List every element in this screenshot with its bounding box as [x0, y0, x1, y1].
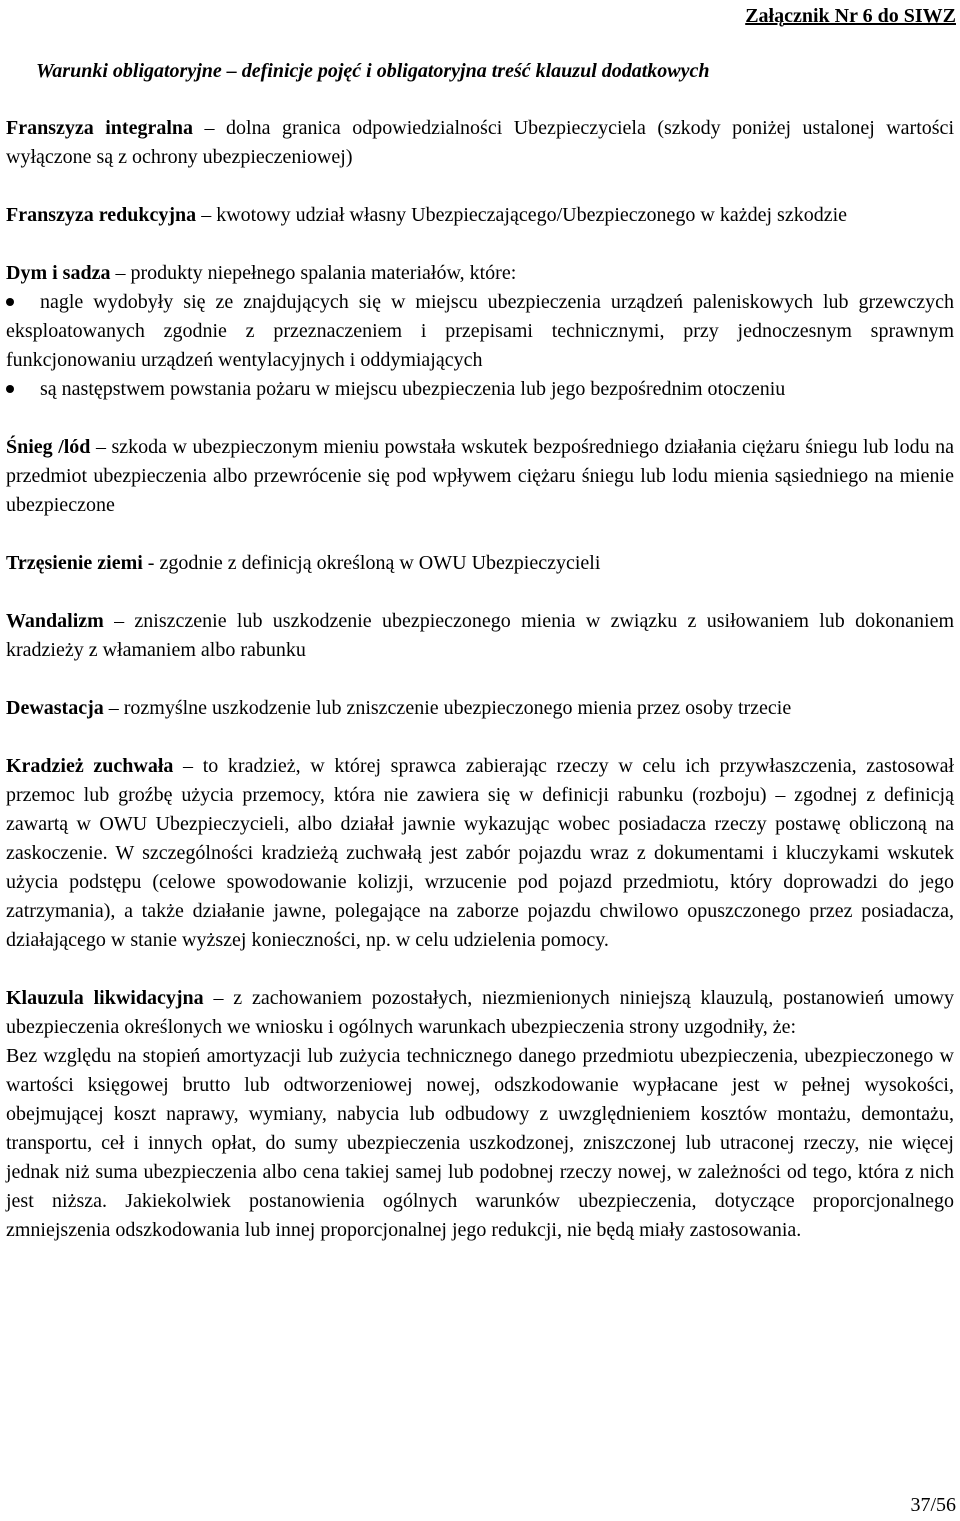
definition-term: Dewastacja	[6, 697, 104, 719]
definition-text: – rozmyślne uszkodzenie lub zniszczenie ubezpieczonego mienia przez osoby trzecie	[103, 697, 792, 719]
list-item	[6, 375, 954, 404]
definition-dym-i-sadza	[6, 259, 954, 288]
bullet-icon	[6, 385, 14, 393]
bullet-icon	[6, 298, 14, 306]
definition-text: – zniszczenie lub uszkodzenie ubezpieczonego mienia w związku z usiłowaniem lub dokonaniem kradzieży z włamaniem albo rabunku	[6, 610, 954, 661]
dym-conditions-list	[6, 288, 954, 404]
definition-text: – dolna granica odpowiedzialności Ubezpieczyciela (szkody poniżej ustalonej wartości wyłączone są z ochrony ubezpieczeniowej)	[6, 117, 954, 168]
definition-term: Franszyza redukcyjna	[6, 204, 197, 226]
definition-text: - zgodnie z definicją określoną w OWU Ubezpieczycieli	[142, 552, 601, 574]
definition-term: Śnieg /lód	[6, 436, 91, 458]
clause-body: Bez względu na stopień amortyzacji lub zużycia technicznego danego przedmiotu ubezpieczenia, ubezpieczonego w wartości księgowej brutto lub odtworzeniowej nowej, odszkodowanie wypłacane jest w pełnej wysokości, obejmującej koszt naprawy, wymiany, nabycia lub odbudowy z uwzględnieniem kosztów montażu, demontażu, transportu, ceł i innych opłat, do sumy ubezpieczenia uszkodzonej, zniszczonej lub utraconej rzeczy, nie więcej jednak niż suma ubezpieczenia albo cena takiej samej lub podobnej rzeczy nowej, w zależności od tego, która z nich jest niższa. Jakiekolwiek postanowienia ogólnych warunków ubezpieczenia, dotyczące proporcjonalnego zmniejszenia odszkodowania lub innej proporcjonalnej jego redukcji, nie będą miały zastosowania.	[6, 1045, 954, 1241]
definition-term: Klauzula likwidacyjna	[6, 987, 204, 1009]
definition-text: – produkty niepełnego spalania materiałów, które:	[110, 262, 517, 284]
annex-label: Załącznik Nr 6 do SIWZ	[745, 5, 956, 27]
list-item-text: nagle wydobyły się ze znajdujących się w miejscu ubezpieczenia urządzeń paleniskowych lub grzewczych eksploatowanych zgodnie z przeznaczeniem i przepisami technicznymi, przy jednoczesnym sprawnym funkcjonowaniu urządzeń wentylacyjnych i oddymiających	[6, 291, 954, 371]
definition-term: Wandalizm	[6, 610, 104, 632]
list-item	[6, 288, 954, 375]
definition-wandalizm	[6, 607, 954, 665]
definition-term: Trzęsienie ziemi	[6, 552, 143, 574]
definition-term: Dym i sadza	[6, 262, 111, 284]
definition-franszyza-redukcyjna	[6, 201, 954, 230]
definition-franszyza-integralna	[6, 114, 954, 172]
definition-term: Kradzież zuchwała	[6, 755, 174, 777]
page-number: 37/56	[910, 1494, 956, 1516]
definition-snieg-lod	[6, 433, 954, 520]
list-item-text: są następstwem powstania pożaru w miejscu ubezpieczenia lub jego bezpośrednim otoczeniu	[40, 378, 786, 400]
definition-text: – szkoda w ubezpieczonym mieniu powstała wskutek bezpośredniego działania ciężaru śniegu lub lodu na przedmiot ubezpieczenia albo przewrócenie się pod wpływem ciężaru śniegu lub lodu mienia sąsiedniego na mienie ubezpieczone	[6, 436, 954, 516]
definition-term: Franszyza integralna	[6, 117, 194, 139]
definition-text: – z zachowaniem pozostałych, niezmienionych niniejszą klauzulą, postanowień umowy ubezpieczenia określonych we wniosku i ogólnych warunkach ubezpieczenia strony uzgodniły, że:	[6, 987, 954, 1038]
document-page	[6, 0, 954, 1245]
definition-text: – kwotowy udział własny Ubezpieczającego/Ubezpieczonego w każdej szkodzie	[196, 204, 848, 226]
document-title: Warunki obligatoryjne – definicje pojęć i obligatoryjna treść klauzul dodatkowych	[36, 60, 710, 82]
definition-text: – to kradzież, w której sprawca zabierając rzeczy w celu ich przywłaszczenia, zastosował przemoc lub groźbę użycia przemocy, która nie zawiera się w definicji rabunku (rozboju) – zgodnej z definicją zawartą w OWU Ubezpieczycieli, albo działał jawnie wykazując wobec posiadacza rzeczy postawę obliczoną na zaskoczenie. W szczególności kradzieżą zuchwałą jest zabór pojazdu wraz z dokumentami i kluczykami wskutek użycia podstępu (celowe spowodowanie kolizji, wrzucenie pod pojazd przedmiotu, który doprowadzi do jego zatrzymania), a także działanie jawne, polegające na zaborze pojazdu chwilowo opuszczonego przez posiadacza, działającego w stanie wyższej konieczności, np. w celu udzielenia pomocy.	[6, 755, 954, 951]
definition-klauzula-likwidacyjna	[6, 984, 954, 1042]
definition-dewastacja	[6, 694, 954, 723]
definition-trzesienie-ziemi	[6, 549, 954, 578]
definition-kradziez-zuchwala	[6, 752, 954, 955]
